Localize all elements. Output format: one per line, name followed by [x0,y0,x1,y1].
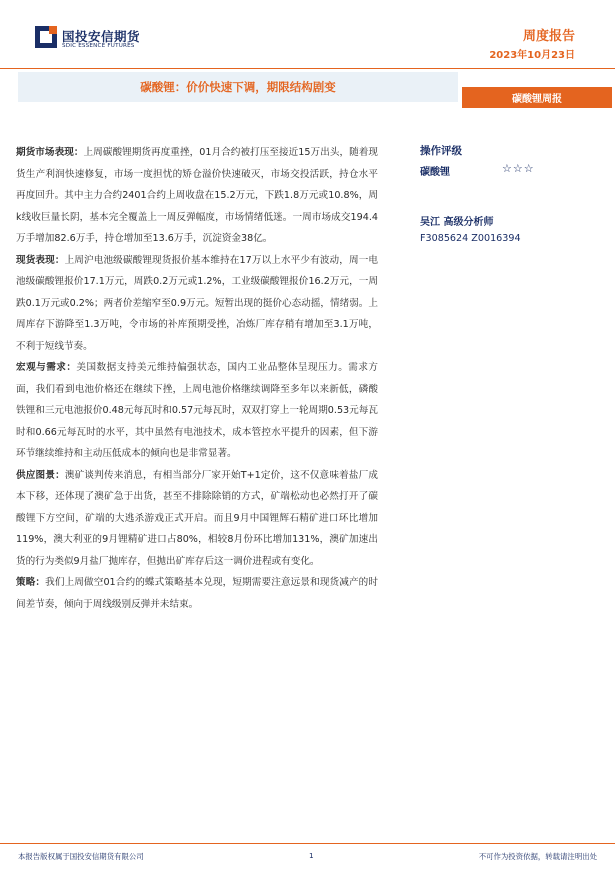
report-tab-label: 碳酸锂周报 [512,94,562,105]
section-lead: 策略： [16,577,46,588]
logo-icon [35,26,57,48]
footer-disclaimer: 不可作为投资依据，转载请注明出处 [478,852,597,861]
section-text: 美国数据支持美元维持偏强状态，国内工业品整体呈现压力。需求方面，我们看到电池价格还在继续下挫，上周电池价格继续调降至多年以来新低，磷酸铁锂和三元电池报价0.48元每瓦时和0.57元每瓦时，双双打穿上一轮周期0.53元每瓦时和0.66元每瓦时的水平，其中虽然有电池技术，成本管控水平提升的因素，但下游环节继续维持和主动压低成本的倾向也是非常显著。 [16,362,379,459]
section-strategy [16,572,378,615]
report-date: 2023年10月23日 [489,50,575,61]
section-lead: 现货表现： [16,254,65,266]
section-supply [16,465,378,573]
rating-commodity: 碳酸锂 [420,167,450,178]
footer-divider [0,843,615,844]
header-divider [0,68,615,69]
report-tab [462,87,612,108]
section-text: 我们上周做空01合约的蝶式策略基本兑现，短期需要注意远景和现货减产的时间差节奏，倾向于周线级别反弹并未结束。 [16,577,378,610]
report-type: 周度报告 [522,29,575,44]
report-body [16,142,378,615]
section-text: 上周碳酸锂期货再度重挫，01月合约被打压至接近15万出头，随着现货生产利润快速修复，市场一度担忧的矫仓溢价快速破灭，市场交投活跃，持仓水平再度回升。其中主力合约2401合约上周收盘在15.2万元，下跌1.8万元或10.8%，周k线收巨量长阴，基本完全覆盖上一周反弹幅度，市场情绪低迷。一周市场成交194.4万手增加82.6万手，持仓增加至13.6万手，沉淀资金38亿。 [16,147,379,244]
analyst-license: F3085624 Z0016394 [420,233,521,244]
rating-stars: ☆☆☆ [502,162,535,175]
analyst-name: 吴江 高级分析师 [420,217,494,228]
rating-section-title: 操作评级 [420,145,462,157]
logo-english: SDIC ESSENCE FUTURES [62,43,135,49]
section-lead: 供应图景： [16,469,65,481]
section-text: 上周沪电池级碳酸锂现货报价基本维持在17万以上水平少有波动，周一电池级碳酸锂报价17.1万元，周跌0.2万元或1.2%，工业级碳酸锂报价16.2万元，一周跌0.1万元或0.2%；两者价差缩窄至0.9万元。短暂出现的挺价心态动摇，情绪弱。上周库存下游降至1.3万吨，令市场的补库预期受挫，冶炼厂库存稍有增加至3.1万吨，不利于短线节奏。 [16,254,379,352]
section-lead: 宏观与需求： [16,362,77,373]
section-text: 澳矿谈判传来消息，有相当部分厂家开始T+1定价，这不仅意味着盐厂成本下移，还体现了澳矿急于出货，甚至不排除除销的方式，矿端松动也必然打开了碳酸锂下方空间，矿端的大逃杀游戏正式开启。而且9月中国锂辉石精矿进口环比增加119%，澳大利亚的9月锂精矿进口占80%，相较8月份环比增加131%，澳矿加速出货的行为类似9月盐厂抛库存，但抛出矿库存后这一调价进程或有变化。 [16,469,378,567]
section-futures [16,142,378,250]
report-title: 碳酸锂：价价快速下调，期限结构剧变 [140,80,336,94]
title-band [18,72,458,102]
logo-chinese: 国投安信期货 [62,29,141,44]
page-number: 1 [309,851,314,860]
section-lead: 期货市场表现： [16,147,84,158]
section-spot [16,250,378,358]
footer-copyright: 本报告版权属于国投安信期货有限公司 [18,852,144,861]
section-macro [16,357,378,465]
